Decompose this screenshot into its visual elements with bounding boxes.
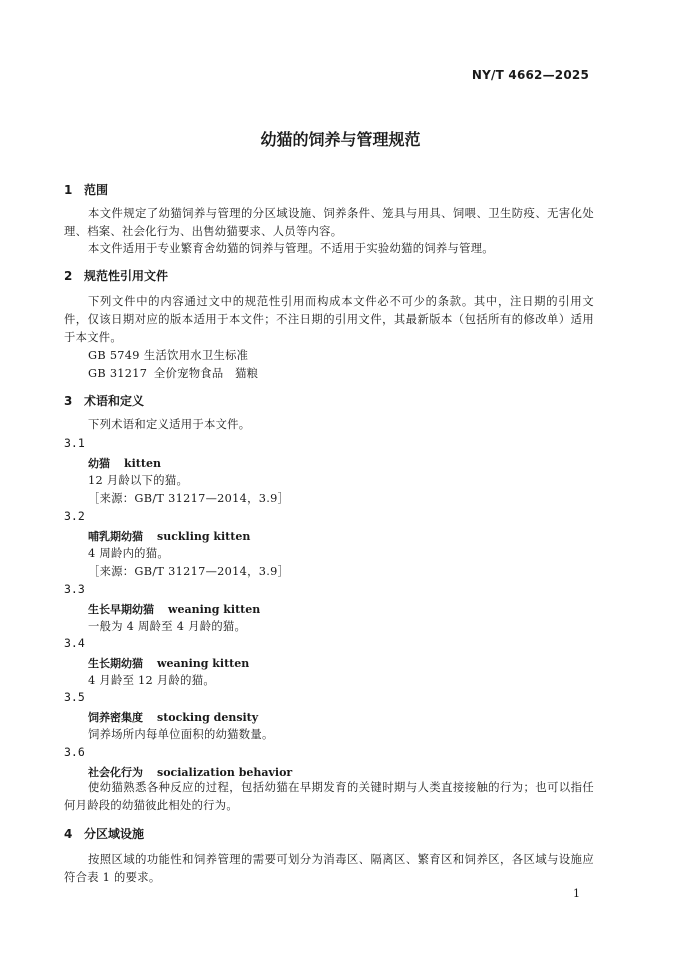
section-number: 4: [64, 827, 73, 841]
term-definition: 一般为 4 周龄至 4 月龄的猫。: [88, 620, 247, 633]
section-number: 3: [64, 394, 73, 408]
document-title: 幼猫的饲养与管理规范: [260, 130, 421, 149]
term-name-zh: 生长期幼猫: [88, 657, 143, 670]
term-definition: 使幼猫熟悉各种反应的过程，包括幼猫在早期发育的关键时期与人类直接接触的行为；也可以指任何月龄段的幼猫彼此相处的行为。: [64, 781, 594, 812]
page-number: 1: [573, 887, 580, 900]
reference-code: GB 31217: [88, 367, 148, 380]
section-4-heading: [64, 825, 144, 842]
section-1-paragraph-2: 本文件适用于专业繁育舍幼猫的饲养与管理。不适用于实验幼猫的饲养与管理。: [88, 242, 494, 255]
normative-reference: [88, 347, 248, 363]
term-name-en: kitten: [124, 457, 161, 470]
reference-title: 生活饮用水卫生标准: [143, 349, 249, 362]
term-name: [88, 601, 260, 617]
term-number: 3.6: [64, 745, 85, 759]
section-number: 1: [64, 183, 73, 197]
term-name-en: weaning kitten: [157, 657, 250, 670]
section-1-paragraph-1: 本文件规定了幼猫饲养与管理的分区域设施、饲养条件、笼具与用具、饲喂、卫生防疫、无害化处理、档案、社会化行为、出售幼猫要求、人员等内容。: [64, 207, 594, 238]
term-definition: 4 周龄内的猫。: [88, 547, 169, 560]
term-name-en: weaning kitten: [168, 603, 261, 616]
section-3-intro: 下列术语和定义适用于本文件。: [88, 418, 251, 431]
term-name-en: stocking density: [157, 711, 259, 724]
section-1-heading: [64, 181, 108, 198]
term-source: ［来源：GB/T 31217—2014，3.9］: [88, 492, 290, 505]
term-name-zh: 饲养密集度: [88, 711, 143, 724]
term-number: 3.3: [64, 582, 85, 596]
reference-code: GB 5749: [88, 349, 140, 362]
term-name-en: suckling kitten: [157, 530, 251, 543]
term-name-zh: 生长早期幼猫: [88, 603, 154, 616]
term-source: ［来源：GB/T 31217—2014，3.9］: [88, 565, 290, 578]
term-name: [88, 528, 250, 544]
section-2-paragraph-1: 下列文件中的内容通过文中的规范性引用而构成本文件必不可少的条款。其中，注日期的引用文件，仅该日期对应的版本适用于本文件；不注日期的引用文件，其最新版本（包括所有的修改单）适用于本文件。: [64, 295, 594, 344]
section-title: 范围: [84, 183, 109, 197]
term-name: [88, 655, 249, 671]
section-2-heading: [64, 267, 168, 284]
term-number: 3.4: [64, 636, 85, 650]
section-3-heading: [64, 392, 144, 409]
term-definition: 4 月龄至 12 月龄的猫。: [88, 674, 215, 687]
standard-code: NY/T 4662—2025: [471, 68, 589, 82]
section-number: 2: [64, 269, 73, 283]
term-number: 3.1: [64, 436, 85, 450]
section-title: 规范性引用文件: [84, 269, 169, 283]
section-4-paragraph-1: 按照区域的功能性和饲养管理的需要可划分为消毒区、隔离区、繁育区和饲养区，各区域与设施应符合表 1 的要求。: [64, 853, 594, 884]
term-name: [88, 455, 161, 471]
term-name-en: socialization behavior: [157, 766, 293, 779]
term-name-zh: 幼猫: [88, 457, 110, 470]
term-number: 3.5: [64, 690, 85, 704]
reference-title: 全价宠物食品 猫粮: [153, 367, 259, 380]
term-name: [88, 709, 258, 725]
term-name: [88, 764, 292, 780]
normative-reference: [88, 365, 258, 381]
term-name-zh: 社会化行为: [88, 766, 143, 779]
term-definition: 饲养场所内每单位面积的幼猫数量。: [88, 728, 274, 741]
term-definition: 12 月龄以下的猫。: [88, 474, 189, 487]
term-number: 3.2: [64, 509, 85, 523]
term-name-zh: 哺乳期幼猫: [88, 530, 143, 543]
section-title: 分区域设施: [84, 827, 145, 841]
section-title: 术语和定义: [84, 394, 145, 408]
